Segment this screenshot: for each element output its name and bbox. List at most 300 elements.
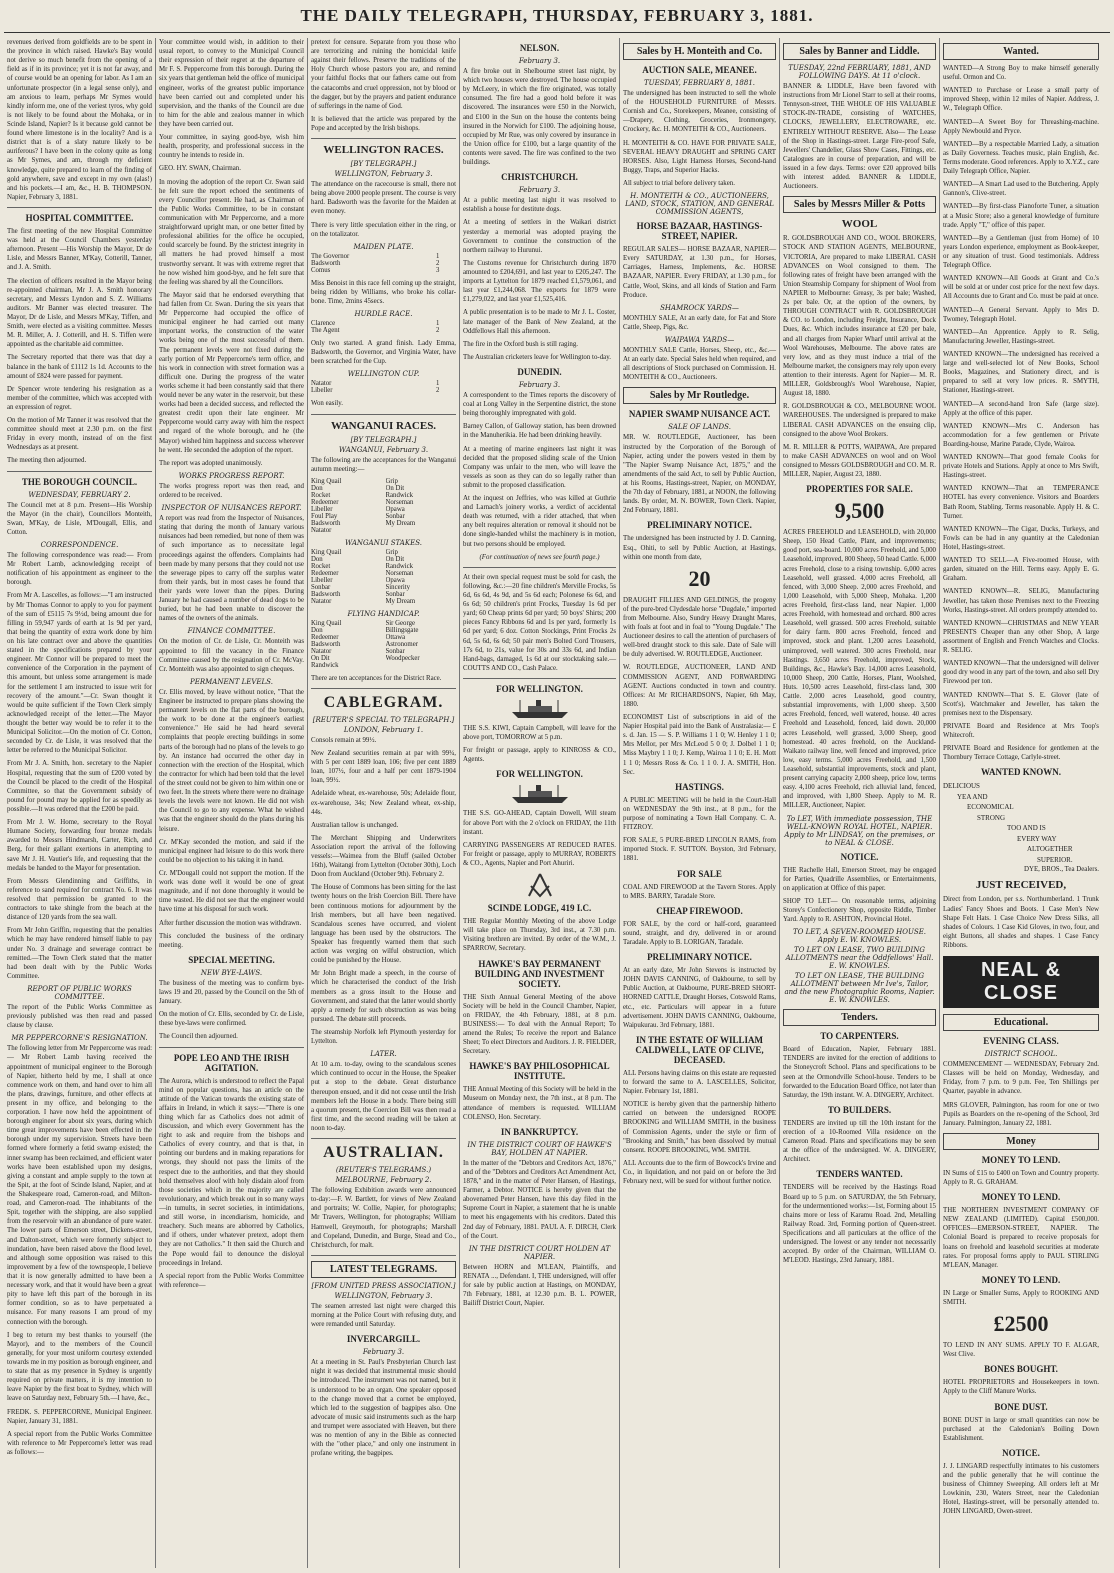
- advertisement: A PUBLIC MEETING will be held in the Court-Hall on WEDNESDAY the 9th inst., at 8 p.m., for the purpose of nominating a Town Hall Company. C. A. FITZROY.: [623, 796, 776, 832]
- section-heading: POPE LEO AND THE IRISH AGITATION.: [173, 1052, 290, 1073]
- advertisement: The undersigned has been instructed by J. D. Canning, Esq., Ohiti, to sell by Public Auction, at Hastings, within one month from date,: [623, 535, 776, 561]
- ad-section-heading: Sales by Messrs Miller & Potts: [783, 196, 936, 213]
- horse-name: Ottawa: [385, 633, 406, 641]
- divider: [463, 678, 616, 679]
- advertisement: At an early date, Mr John Stevens is instructed by JOHN DAVIS CANNING, of Oakbourne, to sell by Public Auction, at Oakbourne, PURE-BRED SHORT-HORNED CATTLE, Draught Horses, Cotswold Rams, etc., etc. Particulars will appear in a future advertisement. JOHN DAVIS CANNING, Oakbourne, Waipukurau. 3rd February, 1881.: [623, 967, 776, 1029]
- ad-subheading: SHAMROCK YARDS—: [660, 303, 739, 312]
- horse-name: [386, 662, 457, 669]
- race-place: 2: [436, 259, 440, 267]
- letter-paragraph: revenues derived from goldfields are to be spent in the province in which raised. Hawke's Bay would not derive so much benefit from the opening of a field as if in its province; yet it is not far away, and of course would be an opening for labor. As I am an unfortunate prospector (in a legal sense only), and am anxious to learn, perhaps Mr Symes would kindly inform me, one of the veriest tyros, why gold is not likely to be found about the Mohaka, or in Scinde Island, Napier? Is it because gold cannot be found where limestone is in the locality? And is a district that is of a slaty nature likely to be auriferous? I have been in the colony quite as long as Mr Symes, and am, through my deficient knowledge, quite prepared to learn of the finding of gold anywhere, save and except in my own (alas!) and his pockets.—I am, &c., H. B. THOMPSON. Napier, February 3, 1881.: [7, 39, 152, 201]
- classified-ad: WANTED—An Apprentice. Apply to R. Selig, Manufacturing Jeweller, Hastings-street.: [943, 328, 1099, 345]
- divider: [311, 138, 456, 139]
- subheading: HURDLE RACE.: [354, 310, 413, 319]
- ad-section-heading: Sales by Banner and Liddle.: [783, 43, 936, 60]
- horse-name: Badsworth: [311, 590, 341, 598]
- article-paragraph: Adelaide wheat, ex-warehouse, 50s; Adelaide flour, ex-warehouse, 34s; New Zealand wheat, ex-ship, 44s.: [311, 790, 456, 816]
- horse-name: Billingsgate: [385, 626, 419, 634]
- column-4: [460, 38, 620, 1568]
- ad-subheading: SALE OF LANDS.: [668, 423, 731, 432]
- ad-big-number: 20: [688, 565, 711, 591]
- advertisement: All subject to trial before delivery taken.: [623, 179, 735, 187]
- ad-date: TUESDAY, 22nd FEBRUARY, 1881, AND FOLLOWING DAYS. At 11 o'clock.: [788, 64, 931, 80]
- horse-name: Sonbar: [385, 647, 405, 655]
- ad-heading: SCINDE LODGE, 419 I.C.: [487, 903, 592, 914]
- subheading: WORKS PROGRESS REPORT.: [178, 471, 285, 480]
- byline: (REUTER'S TELEGRAMS.): [335, 1166, 432, 1175]
- column-1: [4, 38, 156, 1568]
- advertisement: For freight or passage, apply to KINROSS & CO., Agents.: [463, 747, 616, 764]
- article-paragraph: The Council then adjourned.: [159, 1033, 238, 1041]
- ad-subheading: WAIPAWA YARDS—: [664, 335, 735, 344]
- article-paragraph: The following letter from Mr Peppercorne was read:— Mr Robert Lamb having received the appointment of municipal engineer to the Borough of Napier, hitherto held by me, I shall at once commence work on them, and hand over to him all the plans, drawings, furniture, and other effects at present in my office, and belonging to the corporation. I have now held the appointment of borough engineer for about six years, during which time great improvements have been effected in the borough under my supervision. Streets have been formed where formerly a fetid swamp existed; the inner swamp has been reclaimed, and efficient water works have been established upon my designs, giving a constant and ample supply to the town at the Spit, at the foot of Scinde Island, Napier, and at the Shakespeare road, Cameron-road, and Milton-road, and Cameron-road. The inhabitants of the Spit, together with the shipping, are also supplied from the reservoir with an abundance of pure water. The lower parts of Emerson street, Dickens-street, and Dalton-street, which were formerly subject to inundation, have been raised above the flood level, and although some opposition was raised to this improvement by a few of the townspeople, I believe that it is now generally admitted to have been a necessary work, and that it would have been a great pity to have left this part of the borough in its former condition, so as to have perpetuated a nuisance. For many reasons I am proud of my connection with the borough.: [7, 1045, 152, 1326]
- ad-section-heading: Money: [943, 1133, 1099, 1150]
- dateline: February 3.: [518, 380, 561, 389]
- divider: [311, 1255, 456, 1256]
- horse-name: My Dream: [385, 519, 416, 527]
- article-paragraph: New Zealand securities remain at par with 99¾, with 5 per cent 1889 loan, 106; five per cent 1889 loan, 107½, four and a half per cent 1879-1904 loan, 99½.: [311, 749, 456, 785]
- ad-subheading: IN THE DISTRICT COURT OF HAWKE'S BAY, HOLDEN AT NAPIER.: [467, 1140, 612, 1157]
- column-3: [308, 38, 460, 1568]
- ad-section-heading: Sales by H. Monteith and Co.: [623, 43, 776, 60]
- advertisement: SHOP TO LET— On reasonable terms, adjoining Storey's Confectionery Shop, opposite Riddle, Timber Yard. Apply to R. ASHTON, Provincial Hotel.: [783, 897, 936, 924]
- classified-ad: BONE DUST in large or small quantities can now be purchased at the Caledonian's Boiling Down Establishment.: [943, 1416, 1099, 1442]
- article-paragraph: The Customs revenue for Christchurch during 1870 amounted to £204,691, and last year to £205,247. The imports at Lyttelton for 1879 reached £1,579,061, and last year £1,244,068. The exports for 1879 were £1,279,022, and last year £1,525,416.: [463, 259, 616, 304]
- horse-name: Grip: [385, 548, 398, 556]
- subheading: PERMANENT LEVELS.: [190, 677, 273, 686]
- column-5: [620, 38, 780, 1568]
- section-heading: INVERCARGILL.: [346, 1334, 421, 1345]
- article-paragraph: The House of Commons has been sitting for the last twenty hours on the Irish Coercion Bill. There have been continuous motions for adjournment by the Irish members, but all have been negatived. Scandalous scenes have occurred, and violent language has been used by the obstructors. The Speaker has frequently warned them that such action was verging on wilful obstruction, which could be punished by the House.: [311, 884, 456, 965]
- classified-ad: PRIVATE Board and Residence for gentlemen at the Thornbury Terrace Cottage, Carlyle-street.: [943, 745, 1099, 762]
- advertisement: The undersigned has been instructed to sell the whole of the HOUSEHOLD FURNITURE of Messrs. Cornish and Co., Storekeepers, Meanee, consisting of—Drapery, Clothing, Groceries, Ironmongery, Crockery, &c. H. MONTEITH & CO., Auctioneers.: [623, 90, 776, 134]
- race-place: 1: [436, 320, 440, 328]
- ad-section-heading: Educational.: [943, 1014, 1099, 1031]
- ad-heading: NAPIER SWAMP NUISANCE ACT.: [628, 409, 771, 420]
- article-paragraph: On the motion of Cr. Ellis, seconded by Cr. de Lisle, these bye-laws were confirmed.: [159, 1011, 304, 1028]
- ad-subheading: TO LET ON LEASE, TWO BUILDING ALLOTMENTS near the Oddfellows' Hall. E. W. KNOWLES.: [785, 946, 934, 971]
- race-place: 2: [436, 387, 440, 395]
- article-paragraph: The report of the Public Works Committee as previously published was then read and passed clause by clause.: [7, 1003, 152, 1030]
- classified-ad: PRIVATE Board and Residence at Mrs Toop's Whitecroft.: [943, 722, 1099, 739]
- horse-name: Opawa: [385, 576, 405, 584]
- ad-heading: FOR WELLINGTON.: [496, 684, 583, 695]
- advertisement: ALL Persons having claims on this estate are requested to forward the same to A. LASCELLES, Solicitor, Napier. February 1st, 1881.: [623, 1069, 776, 1096]
- advertisement: FOR SALE, by the cord or half-cord, guaranteed sound, straight, and dry, delivered in or around Taradale. Apply to B. LORIGAN, Taradale.: [623, 920, 776, 946]
- article-paragraph: The fire in the Oxford bush is still raging.: [463, 340, 579, 348]
- classified-ad: WANTED KNOWN—CHRISTMAS and NEW YEAR PRESENTS Cheaper than any other Shop, A large assortment of English and French Watches and Clocks. R. SELIG.: [943, 619, 1099, 655]
- article-paragraph: Won easily.: [311, 400, 343, 408]
- horse-name: Badsworth: [311, 640, 341, 648]
- race-place: 2: [436, 327, 440, 335]
- advertisement: DRAUGHT FILLIES AND GELDINGS, the progeny of the pure-bred Clydesdale horse "Dugdale," imported from Melbourne. Also, Sundry Heavy Draught Mares, with foals at foot and in foal to "Young Dugdale." The Auctioneer desires to call the attention of purchasers of well-bred draught stock to this sale. Date of Sale will be duly advertised. W. ROUTLEDGE, Auctioneer.: [623, 596, 776, 659]
- race-horse: The Governor: [311, 252, 350, 260]
- horse-name: On Dit: [311, 654, 330, 662]
- article-paragraph: At a meeting of marine engineers last night it was decided that the proposed sliding scale of the Union Company was unfair to the men, who will leave the vessels as soon as they can do so legally rather than submit to the proposed classification.: [463, 445, 616, 489]
- acceptances-list: [311, 549, 456, 605]
- article-paragraph: A fire broke out in Shelbourne street last night, by which two houses were destroyed. The house occupied by McLeery, in which the fire originated, was totally consumed. The fire had a good hold before it was discovered. The insurances were £50 in the Norwich, and £100 in the Sun on the house the contents being insured in the Norwich for £100. The adjoining house, occupied by Mr Rue, was only covered by insurance in the Union office for £100, but a large quantity of the contents were saved. The fire was confined to the two buildings.: [463, 68, 616, 167]
- ad-heading: HASTINGS.: [675, 781, 724, 792]
- horse-name: [386, 527, 457, 534]
- article-paragraph: The Aurora, which is understood to reflect the Papal mind on popular questions, has an article on the attitude of the Vatican towards the existing state of affairs in Ireland, in which it says:—"There is one thing which far as Catholics does not admit of discussion, and which every Government has the right to ask and require from the bishops and Catholics of every country, and that is that, in pointing our burdens and in making reparations for wrongs, they should not pass the limits of the respect due to the authorities, and that they should hold themselves aloof with holy disdain aloof from those societies which in the majority are called revolutionary, and which break out in so many ways—in tumults, in secret societies, in intimidations, and still worse, in incendiarism, homicide, and treachery. Such means are abhorred by Catholics, and if others, under whatever pretext, adopt them they are not Catholics." It then said the Church and the Pope would fail to denounce the disloyal proceedings in Ireland.: [159, 1077, 304, 1267]
- divider: [311, 414, 456, 415]
- classified-ad: WANTED—A Sweet Boy for Threashing-machine. Apply Newbould and Pryce.: [943, 118, 1099, 135]
- article-paragraph: The Council met at 8 p.m. Present—His Worship the Mayor (in the chair), Councillors Monteith, Swan, M'Kay, de Lisle, M'Dougall, Ellis, and Cotton.: [7, 501, 152, 536]
- article-paragraph: There are ten acceptances for the District Race.: [311, 674, 442, 682]
- race-horse: Libeller: [311, 387, 333, 395]
- article-paragraph: A public presentation is to be made to Mr J. L. Coster, late manager of the Bank of New Zealand, at the Oddfellows Hall this afternoon.: [463, 309, 616, 335]
- classified-ad: WANTED KNOWN—That an TEMPERANCE HOTEL has every convenience. Visitors and Boarders Bath Room, Stabling. Terms reasonable. Apply H. & C. Turner.: [943, 485, 1099, 520]
- race-horse: Badsworth: [311, 259, 341, 267]
- classified-ad: WANTED KNOWN—R. SELIG, Manufacturing Jeweller, has taken those Premises next to the Freezing Works, Hastings-street. All orders promptly attended to.: [943, 588, 1099, 614]
- horse-name: Rocket: [311, 562, 331, 570]
- section-heading: SPECIAL MEETING.: [188, 954, 275, 965]
- horse-name: Foul Play: [311, 512, 338, 520]
- ad-big-number: £2500: [993, 1311, 1049, 1337]
- ad-subheading: To LET, With immediate possession, THE WELL-KNOWN ROYAL HOTEL, NAPIER. Apply to Mr LINDSAY, on the premises, or to NEAL & CLOSE.: [784, 814, 935, 847]
- ad-heading: FOR SALE: [677, 868, 722, 879]
- advertisement: R. GOLDSBROUGH AND CO., WOOL BROKERS, STOCK AND STATION AGENTS, MELBOURNE, VICTORIA, Are prepared to make LIBERAL CASH ADVANCES on Wool consigned to them. The following rates of freight have been arranged with the Union Steamship Company for shipment of Wool from NAPIER to Melbourne: Greasy, 3s per bale; Washed, 2s per bale. Or, at the option of the owners, by THROUGH CONTRACT with R. GOLDSBROUGH & CO. to London, including Freight, Insurance, Dock Dues, &c. Which includes insurance at £20 per bale, and all charges from Napier Wharf until arrival at the Wool Warehouses, Melbourne. The above rates are very low, and as they must induce a trial of the Melbourne market, the consigners may rely upon every attention to their interests. Agent for Napier— M. R. MILLER, Goldsbrough's Wool Warehouse, Napier, August 18, 1880.: [783, 235, 936, 398]
- acceptances-list: [311, 620, 456, 669]
- race-results: [311, 380, 456, 394]
- article-paragraph: From Mr A. Lascelles, as follows:—"I am instructed by Mr Thomas Connor to apply to you for payment of the sum of £5115 7s 9½d, being amount due for filling in 59,947 yards of earth at 1s 9d per yard, that being the quantity of extra work done by him on his late contract over and above the quantities stated in the specifications prepared by your engineer. Mr Connor will be prepared to meet the convenience of the Corporation in the payment of this amount, but unless some arrangement is made for the settlement I am instructed to issue writ for recovery of the amount."—Cr. Swan thought it would be quite sufficient if the Town Clerk simply acknowledged receipt of the letter.—The Mayor thought the better way would be to refer it to the Municipal Solicitor.—On the motion of Cr. Cotton, seconded by Cr. de Lisle, it was resolved that the letter be referred to the Municipal Solicitor.: [7, 592, 153, 755]
- dateline: WANGANUI, February 3.: [338, 445, 429, 454]
- article-paragraph: The Australian cricketers leave for Wellington to-day.: [463, 353, 611, 361]
- steamship-icon: [510, 698, 570, 720]
- advertisement: REGULAR SALES— HORSE BAZAAR, NAPIER— Every SATURDAY, at 1.30 p.m., for Horses, Carriages, Harness, Implements, &c. HORSE BAZAAR, NAPIER. Every FRIDAY, at 1.30 p.m., for Cattle, Wool, Skins, and all kinds of Station and Farm Produce.: [623, 246, 776, 299]
- article-paragraph: The attendance on the racecourse is small, there not being above 2000 people present. The course is very hard. Badsworth was the favorite for the Maiden at even money.: [311, 181, 456, 216]
- ad-heading: PRELIMINARY NOTICE.: [647, 952, 752, 963]
- tea-ad-word: DELICIOUS: [943, 782, 980, 791]
- divider: [311, 1138, 456, 1139]
- divider: [311, 688, 456, 689]
- race-horse: Clarence: [311, 320, 336, 328]
- signature: FREDK. S. PEPPERCORNE, Municipal Engineer. Napier, January 31, 1881.: [7, 1408, 152, 1425]
- article-paragraph: On the motion of Mr Tanner it was resolved that the committee should meet at 2.30 p.m. on the first Friday in every month, instead of on the first Wednesdays as at present.: [7, 417, 152, 452]
- horse-name: Woodpecker: [385, 654, 420, 662]
- section-heading: NELSON.: [519, 43, 560, 53]
- section-heading: CABLEGRAM.: [323, 693, 444, 711]
- horse-name: Libeller: [311, 576, 333, 584]
- horse-name: Sir George: [385, 619, 416, 627]
- classified-ad: WANTED KNOWN—That the undersigned will deliver good dry wood in any part of the town, and also sell Dry Firewood per ton.: [943, 660, 1099, 686]
- subheading: MAIDEN PLATE.: [353, 242, 414, 251]
- article-paragraph: At the inquest on Jeffries, who was killed at Guthrie and Larnach's joinery works, a verdict of accidental death was returned, with a rider attached, that when any belt requires alteration or removal it should not be done single-handed whilst the machinery is in motion, but two persons should be employed.: [463, 495, 616, 548]
- section-heading: LATEST TELEGRAMS.: [311, 1261, 456, 1278]
- horse-name: Norseman: [385, 569, 414, 577]
- section-heading: DUNEDIN.: [517, 366, 562, 377]
- classified-ad: WANTED—A Smart Lad used to the Butchering. Apply Gannon's, Clive-street.: [943, 181, 1099, 198]
- ad-heading: TENDERS WANTED.: [816, 1169, 903, 1180]
- signature: GEO. HY. SWAN, Chairman.: [159, 165, 241, 173]
- dateline: MELBOURNE, February 2.: [335, 1176, 432, 1185]
- horse-name: Astronomer: [385, 640, 418, 648]
- horse-name: Don: [311, 555, 323, 563]
- classified-ad: DYE, BROS., Tea Dealers.: [1024, 866, 1099, 874]
- horse-name: King Quail: [311, 548, 342, 556]
- ad-heading: FOR WELLINGTON.: [496, 769, 583, 780]
- article-paragraph: The following correspondence was read:— From Mr Robert Lamb, acknowledging receipt of notification of his appointment as engineer to the borough.: [7, 552, 152, 587]
- byline: [BY TELEGRAPH.]: [350, 160, 417, 169]
- advertisement: Between HORN and M'LEAN, Plaintiffs, and RENATA ..., Defendant. I, THE undersigned, will offer for sale by public auction at Hastings, on MONDAY, 7th February, 1881, at 12.30 p.m. B. L. POWER, Bailiff District Court, Napier.: [463, 1263, 616, 1308]
- ad-heading: MONEY TO LEND.: [981, 1192, 1061, 1203]
- ad-subheading: DISTRICT SCHOOL.: [984, 1050, 1058, 1059]
- advertisement: MONTHLY SALE Cattle, Horses, Sheep, etc., &c.—At an early date. Special Sales held when required, and all descriptions of Stock purchased on Commission. H. MONTEITH & CO., Auctioneers.: [623, 346, 776, 382]
- horse-name: Libeller: [311, 505, 333, 513]
- classified-ad: MRS GLOVER, Palmington, has room for one or two Pupils as Boarders on the re-opening of the School, 3rd January. Palmington, January 22, 1881.: [943, 1101, 1099, 1127]
- article-paragraph: The meeting then adjourned.: [7, 457, 87, 465]
- classified-ad: IN Sums of £15 to £400 on Town and Country property. Apply to R. G. GRAHAM.: [943, 1169, 1099, 1186]
- horse-name: King Quail: [311, 619, 342, 627]
- horse-name: My Dream: [385, 597, 416, 605]
- byline: [REUTER'S SPECIAL TO TELEGRAPH.]: [312, 715, 455, 724]
- advertisement: THE Sixth Annual General Meeting of the above Society will be held in the Council Chamber, Napier, on FRIDAY, the 4th February, 1881, at 8 p.m. BUSINESS:— To deal with the Annual Report; To amend the Rules; To receive the report and Balance Sheet; To elect Directors and Auditors. J. R. FIELDER, Secretary.: [463, 993, 616, 1056]
- steamship-icon: [510, 783, 570, 805]
- classified-ad: WANTED—By a Gentleman (just from Home) of 10 years London experience, employment as Book-keeper, or any situation of trust. Good testimonials. Address Telegraph Office.: [943, 234, 1099, 270]
- race-horse: Comus: [311, 266, 331, 274]
- classified-ad: WANTED—A Strong Boy to make himself generally useful. Ormon and Co.: [943, 65, 1099, 82]
- advertisement: ACRES FREEHOLD and LEASEHOLD, with 20,000 Sheep, 150 Head Cattle, Plant, and improvements; good port, sea-board. 10,000 acres Freehold, and 5,000 Leasehold, improved, 800 Sheep, 50 head Cattle. 6,000 acres Freehold, close to a rising township. 6,000 acres Leasehold, well grassed. 4,000 acres Freehold, all fenced, with 3,000 Sheep. 2,000 acres Freehold, and 1,000 Leasehold, with 5,000 Sheep, Mohaka. 1,200 acres Freehold, first-class land, near Napier. 1,000 acres Freehold, with homestead and orchard. 800 acres Leasehold, well grassed. 500 acres Freehold, suitable for dairy farm. 800 acres Freehold, fenced and improved, stock and plant. 1,200 acres Leasehold, unimproved, well watered. 300 acres Freehold, near Hastings. 3,650 acres Freehold, improved, Stock, Buildings, &c., Hawke's Bay. 14,000 acres Leasehold, 10,000 Sheep, 200 Cattle, Horses, Plant, Woolshed, Huts. 10,500 acres Leasehold, first-class land, 300 Cattle. 2,000 acres Leasehold, good country, substantial improvements, with 1,000 sheep. 3,500 acres Freehold, fenced, well watered, house. 40 acres Freehold and Leasehold, fenced, laid down. 20,000 acres Leasehold, well grassed, 3,000 Sheep, good homestead. 40 acres freehold, on the Auckland-Waikato railway line, well fenced and improved, price low, easy terms. 5,000 acres Freehold, and 1,500 Leasehold, substantial improvements, stock and plant, present carrying capacity 2,000 sheep, price low, terms easy. 4,100 acres Freehold, rich alluvial land, fenced, and improved, with 1,800 Sheep. Apply to M. R. MILLER, Auctioneer, Napier.: [783, 529, 936, 810]
- column-2: [156, 38, 308, 1568]
- race-horse: Natator: [311, 380, 332, 388]
- neal-close-banner: NEAL & CLOSE: [943, 956, 1099, 1008]
- horse-name: Natator: [311, 597, 332, 605]
- tea-ad-word: YEA AND: [957, 792, 988, 801]
- article-paragraph: At a meeting in St. Paul's Presbyterian Church last night it was decided that instrumental music should be introduced. The instrument was not named, but it is understood to be an organ. One speaker opposed to the change moved that a cornet be employed, which led to the suggestion of bagpipes also. One advocate of music said instruments such as the harp and trumpet were associated with Heaven, but there was no mention of any in the Bible as connected with the "other place," and only one instrument in profane writing, the bagpipes.: [311, 1359, 456, 1458]
- ad-heading: CHEAP FIREWOOD.: [656, 905, 743, 916]
- article-paragraph: From Mr J. W. Home, secretary to the Royal Humane Society, forwarding four bronze medals awarded to Messrs Hindmarsh, Carter, Rich, and Berg, for their gallant exertions in attempting to save Mr J. H. Vautier's life, and requesting that the medals be handed to the Mayor for presentation.: [7, 819, 152, 872]
- article-paragraph: At a meeting of settlers in the Waikari district yesterday a memorial was adopted praying the Government to continue the construction of the northern railway to Hurunui.: [463, 219, 616, 254]
- race-results: [311, 253, 456, 274]
- article-paragraph: It is believed that the article was prepared by the Pope and accepted by the Irish bishops.: [311, 115, 456, 132]
- article-paragraph: From Messrs Glendinning and Griffiths, in reference to sand required for contract No. 6. It was resolved that permission be granted to the contractors to take shingle from the beach at the distance of 120 yards from the sea wall.: [7, 877, 152, 922]
- article-paragraph: A report was read from the Inspector of Nuisances, stating that during the month of January various nuisances had been remedied, but none of them was of such importance as to necessitate legal proceedings against the offenders. Complaints had been made by many persons that they could not use the sewerage pipes to carry off the surplus water from their yards, but in most cases he found that their yards were lower than the pipes. During January he had caused a number of dead dogs to be buried, but he had been unable to discover the names of the owners of the animals.: [159, 515, 304, 623]
- advertisement: At their own special request must be sold for cash, the following, &c.:—20 fine children's Merville Frocks, 5s 6d, 6s 6d, 4s 9d, and 5s 6d each; Polonese 6s 6d, and 6s 6d; 50 children's print Frocks, Tuesday 1s 6d per yard; 60 Cheap prints 6d per yard; 50 boys' Shirts; 200 pieces Fancy Ribbons 6d and 1s per yard, formerly 1s 6d per yard; 6 doz. Cotton Stockings, Print Frocks 2s 6d, 5s 6d, 6s 6d; 50 pair men's Bolted Cord Trousers, 17s 6d, to 21s, value for 30s and 33s 6d, and Indian Hand-bags, damaged, 1s 6d at our stocktaking sale.—COUTTS AND CO., Cash Palace.: [463, 573, 616, 672]
- classified-ad: WANTED—By first-class Pianoforte Tuner, a situation at a Music Store; also a general knowledge of furniture trade. Apply "T," office of this paper.: [943, 203, 1099, 229]
- classified-ad: HOTEL PROPRIETORS and Housekeepers in town. Apply to the Cliff Manure Works.: [943, 1379, 1099, 1396]
- ad-heading: EVENING CLASS.: [983, 1036, 1059, 1047]
- article-paragraph: Your committee would wish, in addition to their usual report, to convey to the Municipal Council their expression of their regret at the departure of Mr F. S. Peppercorne from this borough. During the six years that gentleman held the office of municipal engineer, works of the greatest public importance have been carried out and completed under his supervision, and the thanks of the Council are due to him for the able and zealous manner in which they have been carried out.: [159, 39, 304, 128]
- article-paragraph: There is very little speculation either in the ring, or on the totalizator.: [311, 221, 456, 238]
- ad-section-heading: Sales by Mr Routledge.: [623, 387, 776, 404]
- byline: [BY TELEGRAPH.]: [350, 435, 417, 444]
- dateline: February 3.: [362, 1348, 405, 1357]
- ad-heading: NOTICE.: [1002, 1447, 1040, 1458]
- classified-ad: THE NORTHERN INVESTMENT COMPANY OF NEW ZEALAND (LIMITED). Capital £500,000. OFFICES—EMERSON-STREET, NAPIER. The Colonial Board is prepared to receive proposals for loans on freehold and leasehold securities at moderate rates. For proposal forms apply to PAUL STIRLING M'LEAN, Manager.: [943, 1207, 1099, 1269]
- horse-name: Sonbar: [385, 590, 405, 598]
- horse-name: Norseman: [385, 498, 414, 506]
- section-heading: WELLINGTON RACES.: [323, 144, 444, 157]
- horse-name: Don: [311, 626, 323, 634]
- classified-ad: TO LEND IN ANY SUMS. APPLY TO F. ALGAR, West Clive.: [943, 1342, 1099, 1359]
- classified-ad: WANTED—A General Servant. Apply to Mrs D. Twomey, Telegraph Hotel.: [943, 306, 1099, 323]
- ad-heading: IN BANKRUPTCY.: [500, 1126, 579, 1137]
- article-paragraph: The Merchant Shipping and Underwriters Association report the arrival of the following vessels:—Waimea from the Bluff (sailed October 16th), Waitangi from Lyttelton (October 30th), Loch Doon from Auckland (October 9th). February 2.: [311, 834, 456, 879]
- ad-section-heading: Wanted.: [943, 43, 1099, 60]
- tea-ad-word: ECONOMICAL: [967, 803, 1014, 812]
- byline: [FROM UNITED PRESS ASSOCIATION.]: [311, 1281, 456, 1290]
- article-paragraph: From Mr J. A. Smith, hon. secretary to the Napier Hospital, requesting that the sum of £200 voted by the Council be placed to the credit of the Hospital Committee, so that the Government subsidy of pound for pound may be applied for as speedily as possible.—It was ordered that the £200 be paid.: [7, 760, 152, 813]
- advertisement: NOTICE is hereby given that the partnership hitherto carried on between the undersigned ROOPE BROOKING and WILLIAM SMITH, in the business of Commission Agents, under the style or firm of "Brooking and Smith," has been dissolved by mutual consent. ROOPE BROOKING, WM. SMITH.: [623, 1101, 776, 1154]
- advertisement: THE Regular Monthly Meeting of the above Lodge will take place on Thursday, 3rd inst., at 7.30 p.m. Visiting brethren are invited. By order of the W.M., J. SPARROW, Secretary.: [463, 918, 616, 953]
- advertisement: W. ROUTLEDGE, AUCTIONEER, LAND AND COMMISSION AGENT, AND FORWARDING AGENT. Auctions conducted in town and country. Offices: At Mr RICHARDSON'S, Napier, 6th May, 1880.: [623, 664, 776, 708]
- subheading: NEW BYE-LAWS.: [200, 968, 263, 977]
- race-place: 1: [436, 380, 440, 388]
- article-paragraph: Miss Benoist in this race fell coming up the straight, being ridden by Williams, who broke his collar-bone. Time, 2mins 45secs.: [311, 279, 456, 305]
- article-paragraph: A correspondent to the Times reports the discovery of coal at Long Valley in the Serpentine district, the stone being thoroughly impregnated with gold.: [463, 391, 616, 418]
- horse-name: Don: [311, 484, 323, 492]
- advertisement: MR. W. ROUTLEDGE, Auctioneer, has been instructed by the Corporation of the Borough of Napier, acting under the powers vested in them by "The Napier Swamp Nuisance Act, 1875," and the amendments of the said Act, to sell by Public Auction, at his Rooms, Hastings-street, Napier, on MONDAY, the 7th day of February, 1881, at NOON, the following lands. By order, M. N. BOWER, Town Clerk. Napier, 2nd February, 1881.: [623, 434, 776, 515]
- ad-heading: HAWKE'S BAY PERMANENT BUILDING AND INVESTMENT SOCIETY.: [474, 958, 605, 989]
- advertisement: In the matter of the "Debtors and Creditors Act, 1876," and of the "Debtors and Creditors Act Amendment Act, 1878," and in the matter of Peter Hansen, of Hastings, Farmer, a Debtor. NOTICE is hereby given that the abovenamed Peter Hansen, have this day filed in the Supreme Court in Napier, a statement that he is unable to meet his engagements with his creditors. Dated this 2nd day of February, 1881. PAUL A. F. DIRCH, Clerk of the Court.: [463, 1159, 616, 1240]
- dateline: February 3.: [518, 57, 561, 65]
- divider: [7, 471, 152, 472]
- ad-heading: JUST RECEIVED,: [975, 879, 1067, 892]
- tea-ad-stack: [943, 781, 1099, 865]
- article-paragraph: The steamship Norfolk left Plymouth yesterday for Lyttelton.: [311, 1029, 456, 1046]
- advertisement: TENDERS are invited up till the 10th instant for the erection of a 10-Roomed Villa residence on the Cameron Road. Plans and specifications may be seen at the office of the undersigned. W. A. DINGERY, Architect.: [783, 1119, 936, 1164]
- ad-subheading: TO LET ON LEASE, THE BUILDING ALLOTMENT between Mr Ive's, Tailor, and the new Photographic Rooms, Napier. E. W. KNOWLES.: [784, 972, 935, 1005]
- horse-name: Randwick: [385, 491, 414, 499]
- article-paragraph: A special report from the Public Works Committee with reference to Mr Peppercorne's letter was read as follows:—: [7, 1430, 152, 1456]
- ad-heading: IN THE ESTATE OF WILLIAM CALDWELL, LATE OF CLIVE, DECEASED.: [635, 1034, 764, 1065]
- advertisement: MONTHLY SALE, At an early date, for Fat and Store Cattle, Sheep, Pigs, &c.: [623, 314, 776, 331]
- article-paragraph: The business of the meeting was to confirm bye-laws 19 and 20, passed by the Council on the 5th of January.: [159, 979, 304, 1006]
- classified-ad: WANTED KNOWN—The Cigar, Ducks, Turkeys, and Fowls can be had in any quantity at the Caledonian Hotel, Hastings-street.: [943, 525, 1099, 552]
- article-paragraph: The Mayor said that he endorsed everything that had fallen from Cr. Swan. During the six years that Mr Peppercorne had occupied the office of municipal engineer he had carried out many important works, the construction of the water works being one of the most successful of them. The permanent levels were not fixed during the early portion of Mr Peppercorne's term office, and his work in connection with street formation was a difficult one. During the progress of the water works scheme it had been constantly said that there would never be any water in the reservoir, but these works had been a decided success, and reflected the greatest credit upon their late engineer. Mr Peppercorne would carry away with him the respect and regard of the whole borough, and he (the Mayor) wished him happiness and success wherever he went. He seconded the adoption of the report.: [159, 291, 304, 454]
- horse-name: Natator: [311, 526, 332, 534]
- tea-ad-word: SUPERIOR.: [1037, 855, 1073, 864]
- subheading: WELLINGTON CUP.: [347, 370, 420, 379]
- ad-heading: HAWKE'S BAY PHILOSOPHICAL INSTITUTE.: [469, 1061, 610, 1082]
- advertisement: M. R. MILLER & POTTS, WAIPAWA, Are prepared to make CASH ADVANCES on wool and on Wool consigned to Messrs GOLDSBROUGH and CO. M. R. MILLER, Napier, August 23, 1880.: [783, 443, 936, 479]
- horse-name: Rocket: [311, 491, 331, 499]
- article-paragraph: Cr. M'Dougall could not support the motion. If the work was done well it would be one of great magnitude, and if not done thoroughly it would be time wasted. He did not see that the engineer would have time at his disposal for such work.: [159, 869, 304, 914]
- subheading: FLYING HANDICAP.: [347, 609, 420, 618]
- columns: [4, 38, 1110, 1568]
- advertisement: THE S.S. GO-AHEAD, Captain Dowell, Will steam for above Port with the 2 o'clock on FRIDAY, the 11th instant.: [463, 810, 616, 836]
- advertisement: THE Annual Meeting of this Society will be held in the Museum on Monday next, the 7th inst., at 8 p.m. The attendance of members is requested. WILLIAM COLENSO, Hon. Secretary.: [463, 1086, 616, 1121]
- article-paragraph: Barney Callon, of Galloway station, has been drowned in the Manuherikia. He had been drinking heavily.: [463, 423, 616, 440]
- ad-big-number: 9,500: [834, 498, 885, 524]
- section-heading: THE BOROUGH COUNCIL.: [21, 476, 138, 487]
- dateline: LONDON, February 1.: [343, 725, 424, 734]
- ad-heading: TO BUILDERS.: [827, 1104, 892, 1115]
- dateline: WELLINGTON, February 3.: [334, 170, 433, 179]
- article-paragraph: The report was adopted unanimously.: [159, 459, 263, 467]
- article-paragraph: pretext for censure. Separate from you those who are terrorizing and ruining the homicidal knife against their fellows. Preserve the traditions of the Holy Church whose pastors you are, and remind your faithful flocks that our fathers came out from the catacombs and cruel oppression, not by blood or the dagger, but by the prayers and patient endurance of sufferings in the name of God.: [311, 39, 456, 110]
- classified-ad: WANTED—A second-hand Iron Safe (large size). Apply at the office of this paper.: [943, 400, 1099, 417]
- ad-heading: PROPERTIES FOR SALE.: [806, 484, 913, 495]
- classified-ad: Direct from London, per s.s. Northumberland. 1 Trunk Ladies' Fancy Shoes and Boots. 1 Case Men's New Shape Felt Hats. 1 Case Choice New Dress Silks, all shades of Colours. 1 Case Kid Gloves, in two, four, and eight Buttons, all shades and shapes. 1 Case Fancy Ribbons.: [943, 896, 1099, 949]
- ad-heading: WOOL: [841, 218, 878, 231]
- advertisement: COAL AND FIREWOOD at the Tavern Stores. Apply to MRS. BARRY, Taradale Store.: [623, 883, 776, 900]
- horse-name: Opawa: [385, 505, 405, 513]
- divider: [463, 567, 616, 568]
- article-paragraph: The following are the acceptances for the Wanganui autumn meeting:—: [311, 456, 456, 473]
- article-paragraph: The following Exhibition awards were announced to-day:—F. W. Bartlett, for views of New Zealand and portraits; W. Collie, Napier, for photographs; Mr Travers, Wellington, for photographs; William Hamwell, Greymouth, for photographs; Marshall and Copeland, Dunedin, and Burge, Stead and Co., Christchurch, for malt.: [311, 1187, 456, 1249]
- race-place: 3: [436, 266, 440, 274]
- section-heading: WANGANUI RACES.: [330, 419, 437, 432]
- ad-subheading: TO LET, A SEVEN-ROOMED HOUSE. Apply E. W. KNOWLES.: [792, 928, 927, 945]
- acceptances-list: [311, 478, 456, 534]
- article-paragraph: The Secretary reported that there was that day a balance in the bank of £1112 1s 1d. Accounts to the amount of £824 were passed for payment.: [7, 354, 152, 380]
- race-horse: The Agent: [311, 327, 340, 335]
- classified-ad: WANTED TO SELL—A Five-roomed House, with garden, situated on the Hill. Terms easy. Apply E. G. Graham.: [943, 557, 1099, 583]
- horse-name: Redeemer: [311, 633, 339, 641]
- article-paragraph: At 10 a.m. to-day, owing to the scandalous scenes which continued to occur in the House, the Speaker put a stop to the debate. Great disturbance thereupon ensued, and it did not cease until the Irish members left the House in a body. There being still a quorum present, the Coercion Bill was then read a first time, and the second reading will be taken at noon to-day.: [311, 1061, 456, 1132]
- classified-ad: WANTED—By a respectable Married Lady, a situation as Daily Governess. Teaches music, plain English, &c. Terms moderate. Good references. Apply to X.Y.Z., care Daily Telegraph Office, Napier.: [943, 140, 1099, 176]
- dateline: WELLINGTON, February 3.: [334, 1291, 433, 1300]
- advertisement: CARRYING PASSENGERS AT REDUCED RATES. For freight or passage, apply to MURRAY, ROBERTS & CO., Agents, Napier and Port Ahuriri.: [463, 841, 616, 867]
- classified-ad: WANTED KNOWN—That good female Cooks for private Hotels and Stations. Apply at once to Mrs Swift, Hastings-street.: [943, 454, 1099, 480]
- subheading: LATER.: [370, 1050, 397, 1059]
- article-paragraph: Dr Spencer wrote tendering his resignation as a member of the committee, which was accepted with an expression of regret.: [7, 385, 152, 411]
- article-paragraph: The seamen arrested last night were charged this morning at the Police Court with refusing duty, and were remanded until Saturday.: [311, 1302, 456, 1329]
- classified-ad: WANTED KNOWN—Mrs C. Anderson has accommodation for a few gentlemen or Private Boarding-house, Marine Parade, Clyde, Wairoa.: [943, 422, 1099, 448]
- article-paragraph: At a public meeting last night it was resolved to establish a house for destitute dogs.: [463, 197, 616, 214]
- horse-name: Randwick: [385, 562, 414, 570]
- horse-name: Sonbar: [385, 512, 405, 520]
- ad-heading: PRELIMINARY NOTICE.: [647, 520, 752, 531]
- ad-heading: WANTED KNOWN.: [980, 767, 1061, 778]
- article-paragraph: From Mr John Griffin, requesting that the penalties which he may have rendered himself liable to pay under No. 3 drainage and sewerage contract be remitted.—The Town Clerk stated that the matter had been dealt with by the Public Works Committee.: [7, 927, 152, 980]
- ad-heading: MONEY TO LEND.: [981, 1274, 1061, 1285]
- advertisement: R. GOLDSBROUGH & CO., MELBOURNE WOOL WAREHOUSES. The undersigned is prepared to make LIBERAL CASH ADVANCES on the ensuing clip, consigned to the above Wool Brokers.: [783, 403, 936, 438]
- horse-name: Sincerity: [385, 583, 411, 591]
- advertisement: BANNER & LIDDLE, Have been favored with instructions from Mr Lionel Starr to sell at their rooms, Tennyson-street, THE WHOLE OF HIS VALUABLE STOCK-IN-TRADE, consisting of WATCHES, CLOCKS, JEWELLERY, ELECTROWARE, etc. ENTIRELY WITHOUT RESERVE. Also— The Lease of the Shop in Hastings-street. Large Fire-proof Safe, Jewellers' Chandelier, Glass Show Cases, Fittings, etc. Catalogues are in course of preparation, and will be issued in a few days. Terms: over £20 approved bills with interest added. BANNER & LIDDLE, Auctioneers.: [783, 83, 936, 191]
- article-paragraph: I beg to return my best thanks to yourself (the Mayor), and to the members of the Council generally, for your most uniform courtesy extended towards me in my position as borough engineer, and to state that as my presence in Sydney is urgently required on private matters, it is my intention to leave Napier by the first boat to Sydney, which will leave on Saturday next, February 5th.—I have, &c.,: [7, 1331, 152, 1403]
- article-paragraph: A special report from the Public Works Committee with reference—: [159, 1272, 304, 1289]
- advertisement: TENDERS will be received by the Hastings Road Board up to 5 p.m. on SATURDAY, the 5th February, for the undermentioned works:—1st, Forming about 15 chains more or less of Karamu Road. 2nd, Metalling Railway Road. 3rd, Forming portion of Queen-street. Specifications and all particulars at the office of the undersigned. The lowest or any tender not necessarily accepted. By order of the Chairman, WILLIAM O. M'LEOD. Hastings, 23rd January, 1881.: [783, 1184, 936, 1265]
- horse-name: Grip: [385, 477, 398, 485]
- article-paragraph: Cr. M'Kay seconded the motion, and said if the municipal engineer had leisure to do this work there could be no objection to his taking it in hand.: [159, 838, 304, 864]
- article-paragraph: In moving the adoption of the report Cr. Swan said he felt sure the report echoed the sentiments of every Councillor present. He had, as Chairman of the Public Works Committee, to be in constant communication with Mr Peppercorne, and a more straightforward upright man, or one better fitted by professional abilities for the office he occupied, could scarcely be found. By the strictest integrity in all matters he had proved himself a most trustworthy servant. It was with extreme regret that he now wished him good-bye, and he felt sure that the feeling was shared by all the Councillors.: [159, 178, 304, 286]
- article-paragraph: Only two started. A grand finish. Lady Emma, Badsworth, the Governor, and Virginia Water, have been scratched for the Cup.: [311, 340, 456, 366]
- dateline: WEDNESDAY, FEBRUARY 2.: [28, 490, 131, 499]
- horse-name: Sonbar: [311, 583, 331, 591]
- ad-heading: MONEY TO LEND.: [981, 1154, 1061, 1165]
- ad-heading: BONES BOUGHT.: [984, 1364, 1058, 1375]
- divider: [159, 1047, 304, 1048]
- subheading: WANGANUI STAKES.: [345, 538, 422, 547]
- masthead: THE DAILY TELEGRAPH, THURSDAY, FEBRUARY 3, 1881.: [300, 6, 814, 25]
- race-results: [311, 320, 456, 334]
- article-paragraph: The election of officers resulted in the Mayor being re-appointed chairman, Mr J. A. Smith honorary secretary, and Messrs Lyndon and S. Z. Williams auditors. Mr Banner was elected treasurer. The Mayor, Dr de Lisle, and Messrs M'Kay, Tiffen, and Smith, were elected as a visiting committee. Messrs M. R. Miller, A. J. Cotterill, and H. S. Tiffen were appointed as the charitable aid committee.: [7, 277, 152, 349]
- divider: [7, 207, 152, 208]
- advertisement: THE Rachelle Hall, Emerson Street, may be engaged for Parties, Quadrille Assemblies, or Entertainments, on application at Office of this paper.: [783, 866, 936, 892]
- tea-ad-word: EVERY WAY: [1017, 834, 1057, 843]
- ad-section-heading: Tenders.: [783, 1009, 936, 1026]
- horse-name: King Quail: [311, 477, 342, 485]
- classified-ad: WANTED KNOWN—All Goods at Grant and Co.'s will be sold at or under cost price for the next few days. All Accounts due to Grant and Co. must be paid at once.: [943, 275, 1099, 301]
- section-heading: CHRISTCHURCH.: [501, 172, 578, 183]
- subheading: CORRESPONDENCE.: [40, 541, 119, 550]
- tea-ad-word: ALTOGETHER: [1027, 845, 1073, 854]
- article-paragraph: The works progress report was then read, and ordered to be received.: [159, 482, 304, 500]
- masthead-rule: [4, 32, 1110, 33]
- column-6: [780, 38, 940, 1568]
- ad-heading: NOTICE.: [840, 851, 879, 862]
- section-heading: HOSPITAL COMMITTEE.: [25, 212, 134, 223]
- continuation-note: (For continuation of news see fourth page.): [479, 553, 600, 561]
- ad-heading: HORSE BAZAAR, HASTINGS-STREET, NAPIER.: [636, 221, 763, 242]
- ad-subheading: H. MONTEITH & CO., AUCTIONEERS, LAND, STOCK, STATION, AND GENERAL COMMISSION AGENTS,: [625, 192, 774, 217]
- subheading: REPORT OF PUBLIC WORKS COMMITTEE.: [27, 984, 132, 1001]
- article-paragraph: After further discussion the motion was withdrawn.: [159, 919, 302, 927]
- horse-name: Natator: [311, 647, 332, 655]
- advertisement: H. MONTEITH & CO. HAVE FOR PRIVATE SALE, SEVERAL HEAVY DRAUGHT and SPRING CART HORSES. Also, Light Harness Horses, Second-hand Buggy, Traps, and Superior Hacks.: [623, 139, 776, 174]
- article-paragraph: Australian tallow is unchanged.: [311, 821, 399, 829]
